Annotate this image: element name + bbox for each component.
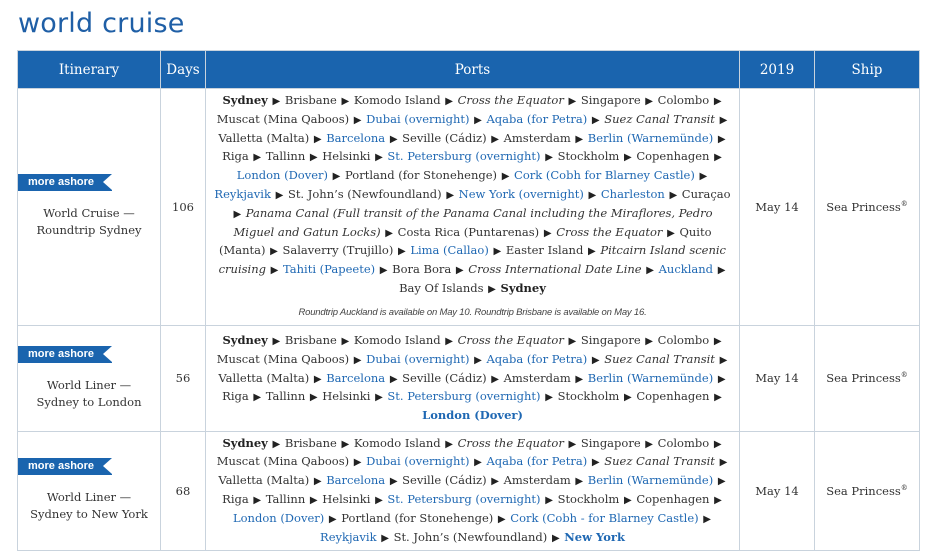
- route-arrow-icon: ▶: [332, 171, 341, 183]
- route-arrow-icon: ▶: [501, 171, 510, 183]
- port-name: Tallinn: [265, 389, 306, 404]
- port-name: Portland (for Stonehenge): [341, 510, 494, 525]
- route-arrow-icon: ▶: [375, 392, 383, 404]
- port-link[interactable]: London (Dover): [422, 408, 523, 423]
- port-name: Cross International Date Line: [468, 262, 642, 277]
- route-arrow-icon: ▶: [713, 96, 722, 107]
- port-name: Sydney: [500, 280, 546, 295]
- port-name: Seville (Cádiz): [402, 130, 487, 145]
- route-arrow-icon: ▶: [474, 354, 482, 366]
- route-arrow-icon: ▶: [488, 283, 496, 295]
- route-arrow-icon: ▶: [591, 354, 600, 366]
- route-arrow-icon: ▶: [568, 336, 577, 348]
- days-cell: 106: [161, 89, 206, 326]
- route-arrow-icon: ▶: [491, 133, 499, 145]
- route-arrow-icon: ▶: [375, 152, 383, 164]
- port-name: Panama Canal (Full transit of the Panama Canal including the Miraflores, Pedro Miguel and Gatun Locks): [233, 205, 713, 239]
- port-name: Valletta (Malta): [218, 370, 310, 385]
- port-name: Stockholm: [557, 389, 620, 404]
- port-name: Colombo: [657, 93, 710, 107]
- port-link[interactable]: St. Petersburg (overnight): [387, 491, 541, 506]
- port-name: Cross the Equator: [457, 435, 564, 450]
- ports-cell: [206, 89, 740, 326]
- route-arrow-icon: ▶: [714, 392, 722, 404]
- route-arrow-icon: ▶: [341, 438, 350, 450]
- route-arrow-icon: ▶: [270, 265, 279, 277]
- port-name: Pitcairn Island scenic cruising: [218, 243, 726, 277]
- route-arrow-icon: ▶: [397, 246, 406, 258]
- route-arrow-icon: ▶: [270, 246, 278, 258]
- ports-list: [212, 92, 733, 299]
- port-name: Komodo Island: [353, 93, 441, 107]
- port-name: Easter Island: [505, 243, 584, 258]
- route-arrow-icon: ▶: [353, 114, 362, 126]
- port-link[interactable]: Reykjavik: [320, 529, 377, 544]
- header-days: Days: [161, 51, 206, 89]
- port-link[interactable]: Reykjavik: [214, 186, 271, 201]
- registered-mark: ®: [900, 484, 908, 493]
- route-arrow-icon: ▶: [545, 152, 553, 164]
- port-name: Helsinki: [322, 389, 371, 404]
- port-link[interactable]: Berlin (Warnemünde): [587, 473, 714, 488]
- route-arrow-icon: ▶: [719, 354, 728, 366]
- port-link[interactable]: Aqaba (for Petra): [486, 351, 588, 366]
- route-arrow-icon: ▶: [341, 336, 350, 348]
- port-name: Amsterdam: [503, 473, 571, 488]
- port-name: Colombo: [657, 333, 710, 348]
- port-name: Brisbane: [284, 93, 337, 107]
- port-name: Suez Canal Transit: [604, 454, 715, 469]
- route-arrow-icon: ▶: [253, 494, 262, 506]
- table-row: [18, 325, 920, 431]
- port-link[interactable]: Auckland: [658, 262, 714, 277]
- port-name: Seville (Cádiz): [402, 370, 487, 385]
- route-arrow-icon: ▶: [233, 208, 242, 220]
- route-arrow-icon: ▶: [667, 227, 675, 239]
- route-arrow-icon: ▶: [719, 114, 728, 126]
- port-name: Stockholm: [557, 149, 620, 164]
- route-arrow-icon: ▶: [328, 513, 337, 525]
- port-name: Singapore: [580, 93, 641, 107]
- more-ashore-badge[interactable]: more ashore: [18, 458, 112, 475]
- port-name: Brisbane: [284, 333, 337, 348]
- itinerary-name-line1: World Liner —: [46, 377, 132, 392]
- port-name: St. John’s (Newfoundland): [287, 186, 442, 201]
- route-arrow-icon: ▶: [493, 246, 502, 258]
- route-arrow-icon: ▶: [588, 189, 597, 201]
- port-name: Copenhagen: [636, 491, 710, 506]
- ship-cell: [815, 89, 920, 326]
- port-link[interactable]: New York (overnight): [458, 186, 584, 201]
- route-arrow-icon: ▶: [309, 392, 318, 404]
- ports-list: [212, 435, 733, 548]
- port-link[interactable]: Aqaba (for Petra): [486, 454, 588, 469]
- route-arrow-icon: ▶: [699, 171, 708, 183]
- port-name: Cross the Equator: [457, 333, 564, 348]
- port-link[interactable]: London (Dover): [236, 168, 329, 183]
- route-arrow-icon: ▶: [313, 373, 322, 385]
- date-cell: May 14: [740, 431, 815, 551]
- route-arrow-icon: ▶: [717, 133, 726, 145]
- route-arrow-icon: ▶: [353, 457, 362, 469]
- port-name: Copenhagen: [636, 389, 710, 404]
- itinerary-table: [17, 50, 920, 551]
- route-arrow-icon: ▶: [474, 457, 482, 469]
- port-link[interactable]: Lima (Callao): [410, 243, 489, 258]
- port-link[interactable]: Dubai (overnight): [366, 351, 470, 366]
- route-arrow-icon: ▶: [714, 152, 722, 164]
- route-arrow-icon: ▶: [623, 494, 632, 506]
- date-cell: May 14: [740, 325, 815, 431]
- route-arrow-icon: ▶: [253, 392, 262, 404]
- port-name: Amsterdam: [503, 130, 571, 145]
- route-arrow-icon: ▶: [474, 114, 482, 126]
- route-arrow-icon: ▶: [719, 457, 728, 469]
- port-name: Portland (for Stonehenge): [345, 168, 498, 183]
- port-name: Valletta (Malta): [218, 130, 310, 145]
- port-link[interactable]: Dubai (overnight): [366, 454, 470, 469]
- route-arrow-icon: ▶: [669, 189, 678, 201]
- date-cell: May 14: [740, 89, 815, 326]
- port-name: Muscat (Mina Qaboos): [216, 454, 350, 469]
- route-arrow-icon: ▶: [575, 133, 584, 145]
- ports-list: [212, 332, 733, 424]
- port-link[interactable]: Dubai (overnight): [366, 111, 470, 126]
- route-arrow-icon: ▶: [446, 189, 455, 201]
- port-name: Quito (Manta): [219, 224, 712, 258]
- itinerary-name-line1: World Cruise —: [43, 206, 135, 221]
- itinerary-cell: [18, 89, 161, 326]
- route-arrow-icon: ▶: [313, 476, 322, 488]
- port-name: Bay Of Islands: [399, 280, 484, 295]
- itinerary-name-line2: Sydney to London: [36, 394, 142, 409]
- port-link[interactable]: Tahiti (Papeete): [282, 262, 376, 277]
- more-ashore-badge[interactable]: more ashore: [18, 174, 112, 191]
- port-link[interactable]: New York: [564, 529, 625, 544]
- port-name: Suez Canal Transit: [604, 351, 715, 366]
- port-link[interactable]: Charleston: [600, 186, 665, 201]
- route-arrow-icon: ▶: [717, 373, 726, 385]
- route-arrow-icon: ▶: [445, 336, 453, 348]
- route-arrow-icon: ▶: [545, 494, 553, 506]
- days-cell: 56: [161, 325, 206, 431]
- itinerary-name-line1: World Liner —: [46, 490, 132, 505]
- port-link[interactable]: Barcelona: [326, 130, 386, 145]
- port-name: Singapore: [580, 435, 641, 450]
- itinerary-name-line2: Roundtrip Sydney: [36, 223, 142, 238]
- port-name: Suez Canal Transit: [604, 111, 715, 126]
- route-arrow-icon: ▶: [623, 152, 632, 164]
- port-link[interactable]: Berlin (Warnemünde): [587, 370, 714, 385]
- route-arrow-icon: ▶: [455, 265, 464, 277]
- header-ports: Ports: [206, 51, 740, 89]
- route-arrow-icon: ▶: [591, 457, 600, 469]
- itinerary-cell: [18, 325, 161, 431]
- ship-name: Sea Princess: [826, 371, 901, 386]
- route-arrow-icon: ▶: [491, 373, 499, 385]
- itinerary-note: Roundtrip Auckland is available on May 10. Roundtrip Brisbane is available on May 16.: [298, 306, 647, 318]
- port-name: Valletta (Malta): [218, 473, 310, 488]
- port-name: Tallinn: [265, 149, 306, 164]
- port-name: Helsinki: [322, 149, 371, 164]
- route-arrow-icon: ▶: [275, 189, 284, 201]
- port-name: Riga: [222, 491, 249, 506]
- port-name: Brisbane: [284, 435, 337, 450]
- port-name: Muscat (Mina Qaboos): [216, 111, 350, 126]
- port-link[interactable]: Barcelona: [326, 370, 386, 385]
- itinerary-name-line2: Sydney to New York: [30, 507, 148, 522]
- route-arrow-icon: ▶: [491, 476, 499, 488]
- ports-cell: [206, 325, 740, 431]
- route-arrow-icon: ▶: [646, 265, 654, 277]
- route-arrow-icon: ▶: [445, 96, 453, 107]
- port-name: Colombo: [657, 435, 710, 450]
- route-arrow-icon: ▶: [272, 438, 281, 450]
- route-arrow-icon: ▶: [713, 438, 722, 450]
- route-arrow-icon: ▶: [543, 227, 552, 239]
- port-link[interactable]: Barcelona: [326, 473, 386, 488]
- route-arrow-icon: ▶: [591, 114, 600, 126]
- port-name: Riga: [222, 389, 249, 404]
- port-link[interactable]: St. Petersburg (overnight): [387, 389, 541, 404]
- port-name: Seville (Cádiz): [402, 473, 487, 488]
- route-arrow-icon: ▶: [375, 494, 383, 506]
- registered-mark: ®: [900, 371, 908, 380]
- port-name: Amsterdam: [503, 370, 571, 385]
- page-title: world cruise: [18, 8, 185, 39]
- route-arrow-icon: ▶: [385, 227, 393, 239]
- route-arrow-icon: ▶: [379, 265, 388, 277]
- port-name: Bora Bora: [392, 262, 452, 277]
- table-header-row: [18, 51, 920, 89]
- port-name: Sydney: [222, 435, 268, 450]
- table-row: [18, 89, 920, 326]
- port-name: Cross the Equator: [457, 93, 564, 107]
- route-arrow-icon: ▶: [568, 96, 577, 107]
- route-arrow-icon: ▶: [389, 133, 398, 145]
- port-link[interactable]: London (Dover): [233, 510, 325, 525]
- route-arrow-icon: ▶: [575, 373, 584, 385]
- ship-cell: [815, 325, 920, 431]
- registered-mark: ®: [900, 199, 908, 208]
- route-arrow-icon: ▶: [389, 373, 398, 385]
- more-ashore-badge[interactable]: more ashore: [18, 346, 112, 363]
- route-arrow-icon: ▶: [309, 494, 318, 506]
- port-name: Riga: [222, 149, 249, 164]
- port-name: Komodo Island: [353, 435, 441, 450]
- route-arrow-icon: ▶: [389, 476, 398, 488]
- route-arrow-icon: ▶: [272, 96, 281, 107]
- route-arrow-icon: ▶: [353, 354, 362, 366]
- port-name: Muscat (Mina Qaboos): [216, 351, 350, 366]
- port-name: Helsinki: [322, 491, 371, 506]
- route-arrow-icon: ▶: [714, 494, 722, 506]
- port-link[interactable]: Berlin (Warnemünde): [587, 130, 714, 145]
- route-arrow-icon: ▶: [381, 532, 389, 544]
- ship-name: Sea Princess: [826, 199, 901, 214]
- port-link[interactable]: Cork (Cobh for Blarney Castle): [514, 168, 695, 183]
- route-arrow-icon: ▶: [253, 152, 262, 164]
- header-itinerary: Itinerary: [18, 51, 161, 89]
- port-name: Costa Rica (Puntarenas): [397, 224, 540, 239]
- port-name: Tallinn: [265, 491, 306, 506]
- port-name: Sydney: [222, 333, 268, 348]
- route-arrow-icon: ▶: [445, 438, 453, 450]
- port-link[interactable]: Aqaba (for Petra): [486, 111, 588, 126]
- ship-name: Sea Princess: [826, 483, 901, 498]
- port-name: Singapore: [580, 333, 641, 348]
- port-name: Salaverry (Trujillo): [282, 243, 394, 258]
- route-arrow-icon: ▶: [713, 336, 722, 348]
- port-name: Curaçao: [681, 186, 731, 201]
- route-arrow-icon: ▶: [717, 476, 726, 488]
- route-arrow-icon: ▶: [568, 438, 577, 450]
- port-link[interactable]: Cork (Cobh - for Blarney Castle): [510, 510, 699, 525]
- route-arrow-icon: ▶: [272, 336, 281, 348]
- route-arrow-icon: ▶: [313, 133, 322, 145]
- route-arrow-icon: ▶: [575, 476, 584, 488]
- route-arrow-icon: ▶: [623, 392, 632, 404]
- route-arrow-icon: ▶: [497, 513, 506, 525]
- route-arrow-icon: ▶: [717, 265, 726, 277]
- route-arrow-icon: ▶: [309, 152, 318, 164]
- header-year: 2019: [740, 51, 815, 89]
- route-arrow-icon: ▶: [551, 532, 560, 544]
- port-name: St. John’s (Newfoundland): [393, 529, 548, 544]
- port-name: Komodo Island: [353, 333, 441, 348]
- route-arrow-icon: ▶: [703, 513, 711, 525]
- route-arrow-icon: ▶: [645, 96, 653, 107]
- port-name: Copenhagen: [636, 149, 710, 164]
- route-arrow-icon: ▶: [645, 336, 653, 348]
- port-name: Sydney: [222, 93, 268, 107]
- port-name: Cross the Equator: [556, 224, 663, 239]
- port-link[interactable]: St. Petersburg (overnight): [387, 149, 541, 164]
- days-cell: 68: [161, 431, 206, 551]
- header-ship: Ship: [815, 51, 920, 89]
- route-arrow-icon: ▶: [341, 96, 350, 107]
- route-arrow-icon: ▶: [545, 392, 553, 404]
- port-name: Stockholm: [557, 491, 620, 506]
- route-arrow-icon: ▶: [645, 438, 653, 450]
- route-arrow-icon: ▶: [587, 246, 596, 258]
